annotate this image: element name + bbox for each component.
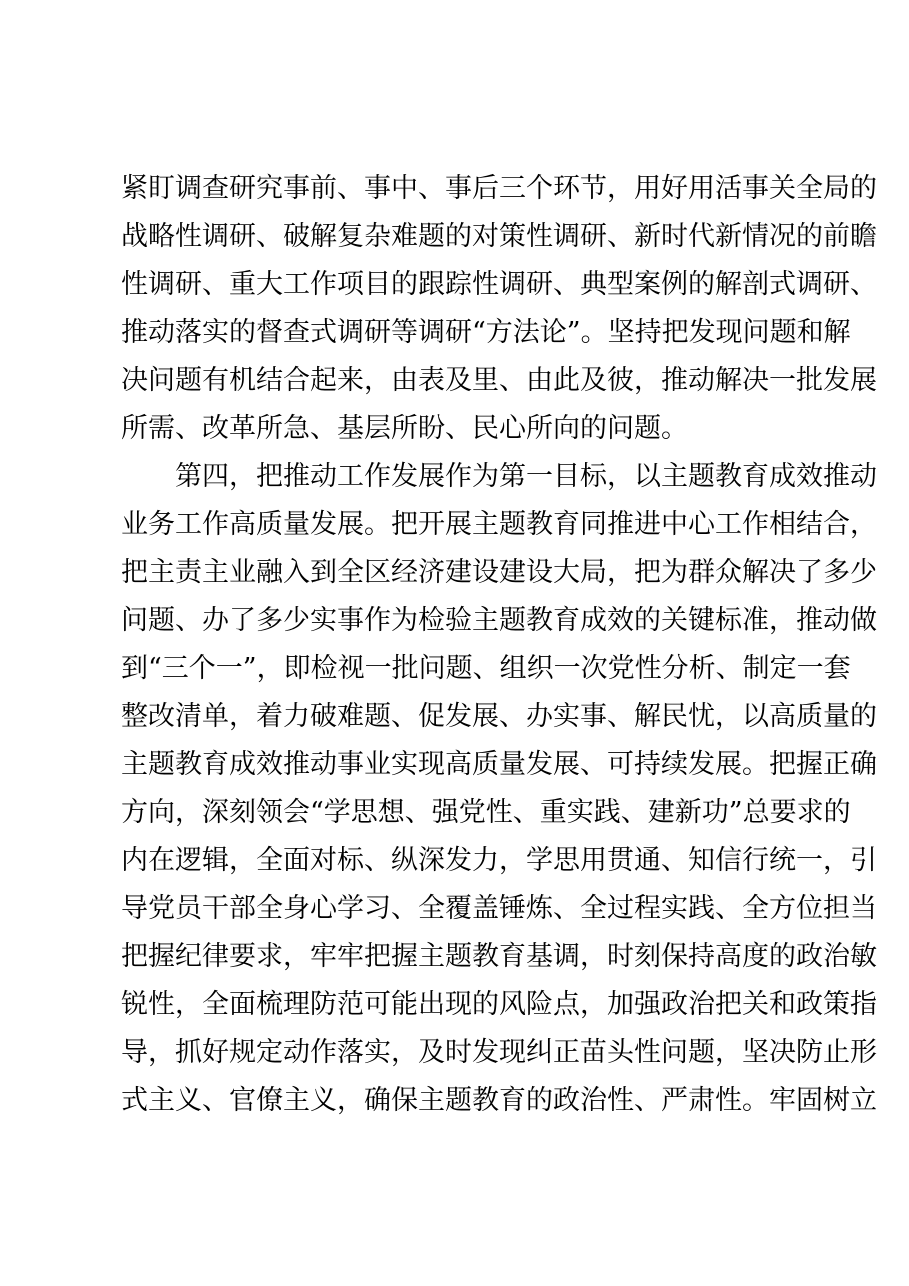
text-line: 问题、办了多少实事作为检验主题教育成效的关键标准，推动做 <box>121 605 877 636</box>
text-line: 到“三个一”，即检视一批问题、组织一次党性分析、制定一套 <box>121 653 851 684</box>
text-line: 紧盯调查研究事前、事中、事后三个环节，用好用活事关全局的 <box>121 173 877 204</box>
body-text <box>121 165 877 1125</box>
text-line: 所需、改革所急、基层所盼、民心所向的问题。 <box>121 413 688 444</box>
text-line: 性调研、重大工作项目的跟踪性调研、典型案例的解剖式调研、 <box>121 269 877 300</box>
text-line: 方向，深刻领会“学思想、强党性、重实践、建新功”总要求的 <box>121 797 851 828</box>
text-line: 导党员干部全身心学习、全覆盖锤炼、全过程实践、全方位担当 <box>121 893 877 924</box>
text-line: 主题教育成效推动事业实现高质量发展、可持续发展。把握正确 <box>121 749 877 780</box>
text-line: 整改清单，着力破难题、促发展、办实事、解民忧，以高质量的 <box>121 701 877 732</box>
paragraph-start-line: 第四，把推动工作发展作为第一目标，以主题教育成效推动 <box>175 461 877 492</box>
text-line: 锐性，全面梳理防范可能出现的风险点，加强政治把关和政策指 <box>121 989 877 1020</box>
text-line: 战略性调研、破解复杂难题的对策性调研、新时代新情况的前瞻 <box>121 221 877 252</box>
text-line: 导，抓好规定动作落实，及时发现纠正苗头性问题，坚决防止形 <box>121 1037 877 1068</box>
text-line: 决问题有机结合起来，由表及里、由此及彼，推动解决一批发展 <box>121 365 877 396</box>
text-line: 内在逻辑，全面对标、纵深发力，学思用贯通、知信行统一，引 <box>121 845 877 876</box>
text-line: 把握纪律要求，牢牢把握主题教育基调，时刻保持高度的政治敏 <box>121 941 877 972</box>
text-line: 业务工作高质量发展。把开展主题教育同推进中心工作相结合， <box>121 509 877 540</box>
text-line: 把主责主业融入到全区经济建设建设大局，把为群众解决了多少 <box>121 557 877 588</box>
text-line: 式主义、官僚主义，确保主题教育的政治性、严肃性。牢固树立 <box>121 1085 877 1116</box>
text-line: 推动落实的督查式调研等调研“方法论”。坚持把发现问题和解 <box>121 317 851 348</box>
